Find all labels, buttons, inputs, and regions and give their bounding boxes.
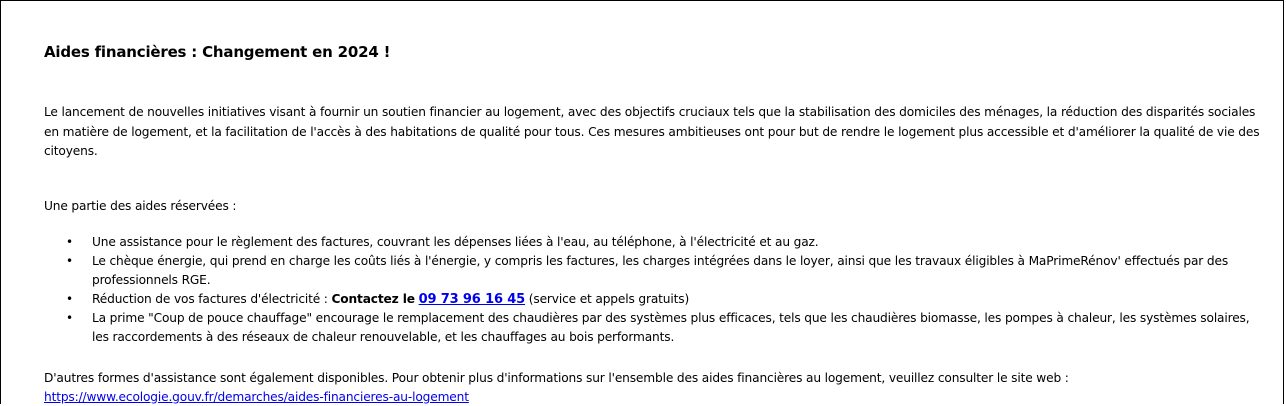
list-item xyxy=(44,290,1266,309)
bullet-icon: • xyxy=(66,235,73,249)
bullet-icon: • xyxy=(66,292,73,306)
page-title: Aides financières : Changement en 2024 ! xyxy=(44,43,391,61)
intro-paragraph: Le lancement de nouvelles initiatives visant à fournir un soutien financier au logement, avec des objectifs cruciaux tels que la stabilisation des domiciles des ménages, la réduction des disparités sociales en matière de logement, et la facilitation de l'accès à des habitations de qualité pour tous. Ces mesures ambitieuses ont pour but de rendre le logement plus accessible et d'améliorer la qualité de vie des citoyens. xyxy=(44,105,1260,158)
aids-intro: Une partie des aides réservées : xyxy=(44,199,237,213)
website-link[interactable]: https://www.ecologie.gouv.fr/demarches/aides-financieres-au-logement xyxy=(44,389,469,404)
outro-paragraph xyxy=(44,369,1266,406)
contact-label: Contactez le xyxy=(331,292,415,306)
bullet-icon: • xyxy=(66,254,73,268)
list-item-text: Le chèque énergie, qui prend en charge les coûts liés à l'énergie, y compris les factures, les charges intégrées dans le loyer, ainsi que les travaux éligibles à MaPrimeRénov' effectués par des professionnels RGE. xyxy=(92,254,1229,287)
phone-note: (service et appels gratuits) xyxy=(525,292,690,306)
list-item-text: Une assistance pour le règlement des factures, couvrant les dépenses liées à l'eau, au téléphone, à l'électricité et au gaz. xyxy=(92,235,819,249)
list-item xyxy=(44,309,1266,347)
phone-link[interactable]: 09 73 96 16 45 xyxy=(418,292,526,307)
outro-text: D'autres formes d'assistance sont également disponibles. Pour obtenir plus d'informations sur l'ensemble des aides financières au logement, veuillez consulter le site web : xyxy=(44,371,1069,385)
list-item xyxy=(44,252,1266,290)
list-item-text: La prime "Coup de pouce chauffage" encourage le remplacement des chaudières par des systèmes plus efficaces, tels que les chaudières biomasse, les pompes à chaleur, les systèmes solaires, les raccordements à des réseaux de chaleur renouvelable, et les chauffages au bois performants. xyxy=(92,311,1250,344)
bullet-icon: • xyxy=(66,311,73,325)
list-item xyxy=(44,233,1266,252)
list-item-text: Réduction de vos factures d'électricité : xyxy=(92,292,332,306)
aids-list xyxy=(44,233,1266,347)
